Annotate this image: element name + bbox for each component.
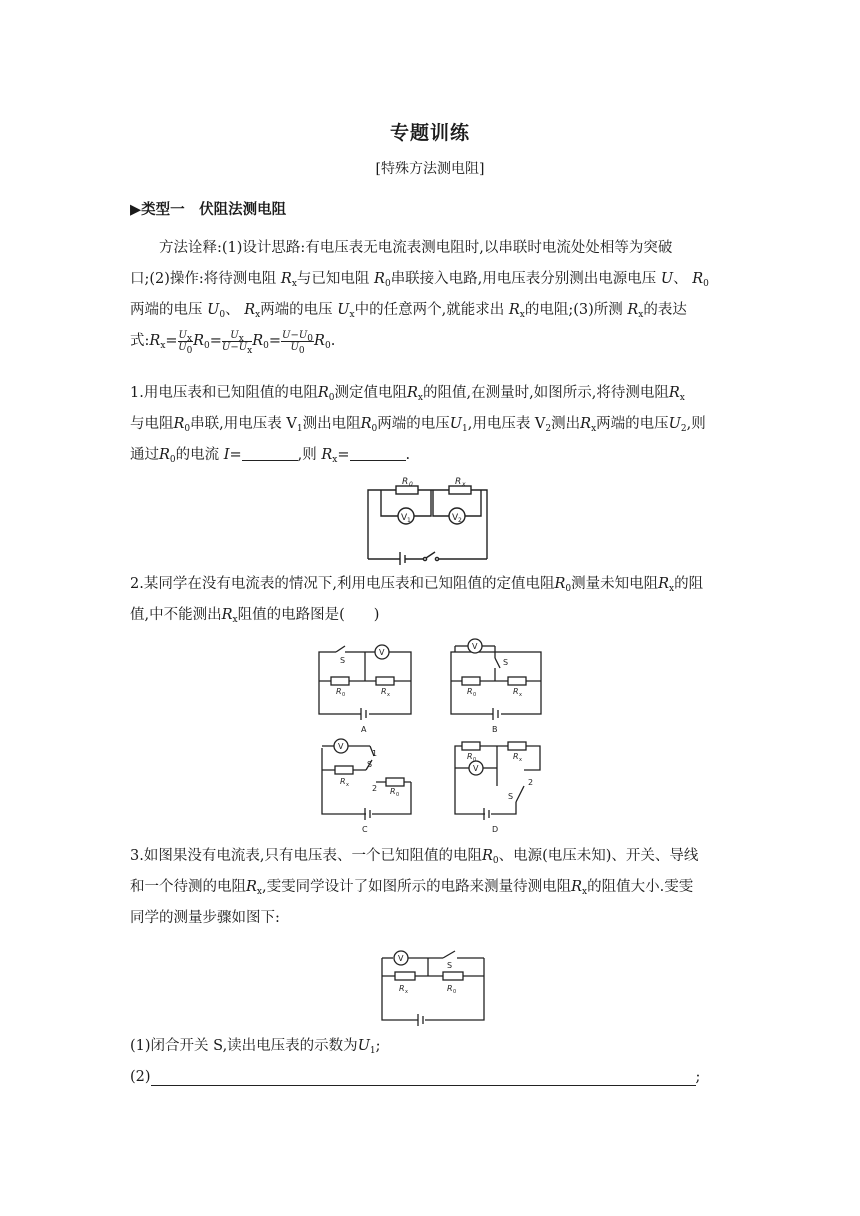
- q1-text: =: [337, 447, 350, 463]
- method-text: 两端的电压: [260, 302, 333, 318]
- sym-sub: 0: [384, 279, 391, 289]
- q1-circuit-diagram: [360, 475, 495, 565]
- q1-text: 的电流: [175, 447, 220, 463]
- sym: U: [668, 416, 681, 432]
- voltmeter-a-icon: V: [379, 648, 385, 657]
- label-rx-q3: R: [399, 984, 405, 993]
- label-rx-d-sub: x: [519, 757, 522, 763]
- voltmeter-v2-icon: V: [452, 513, 459, 523]
- sym: U: [357, 1038, 370, 1054]
- label-rx-a: R: [381, 687, 387, 696]
- sym: 、: [673, 271, 688, 287]
- sym: U: [238, 341, 248, 353]
- label-rx: R: [455, 477, 462, 487]
- q1-text: 的阻值,在测量时,如图所示,将待测电阻: [423, 385, 669, 401]
- label-r0: R: [402, 477, 409, 487]
- q3-text: ,雯雯同学设计了如图所示的电路来测量待测电阻: [262, 879, 572, 895]
- sym: R: [580, 416, 592, 432]
- option-label-b: B: [492, 725, 498, 734]
- label-r0-sub: 0: [409, 481, 413, 488]
- option-label-a: A: [361, 725, 367, 734]
- q3-text: 、电源(电压未知)、开关、导线: [498, 848, 699, 864]
- sym-sub: x: [679, 393, 685, 403]
- q1-text: 测定值电阻: [334, 385, 407, 401]
- voltmeter-v1-sub: 1: [407, 517, 411, 524]
- q2-text: 2.某同学在没有电流表的情况下,利用电压表和已知阻值的定值电阻: [130, 576, 555, 592]
- q2-text: 值,中不能测出: [130, 607, 222, 623]
- q1-text: ,则: [686, 416, 706, 432]
- sym-sub: x: [232, 615, 238, 625]
- sym: R: [244, 302, 256, 318]
- q1-text: 测出电阻: [302, 416, 361, 432]
- label-rx-a-sub: x: [387, 692, 390, 698]
- voltmeter-b-icon: V: [472, 642, 478, 651]
- sym: U: [298, 329, 308, 341]
- option-label-c: C: [362, 825, 368, 834]
- q1-current-label: I=: [223, 447, 242, 463]
- sym-sub: x: [417, 393, 423, 403]
- q3-steps: (1)闭合开关 S,读出电压表的示数为$U_1$; (2) ;: [130, 1031, 730, 1093]
- sym-sub: x: [349, 310, 355, 320]
- fraction-1: [178, 329, 194, 356]
- sym: R: [317, 385, 329, 401]
- label-r0-a-sub: 0: [342, 692, 346, 698]
- sym-sub: 0: [219, 310, 226, 320]
- formula-line: 式$:R_x=$ $\frac{U_x}{U_0}$ $R_0=$ $\frac{U_x}{U-U_x}$ $R_0=$ $\frac{U-U_0}{U_0}$ $R_0$.: [130, 329, 336, 356]
- q1-resistance-blank[interactable]: [350, 446, 406, 461]
- label-r0-q3: R: [447, 984, 453, 993]
- question-1: [130, 378, 730, 471]
- label-s-c: S: [367, 760, 373, 769]
- sym: U: [221, 341, 231, 353]
- voltmeter-d-icon: V: [473, 764, 479, 773]
- sym: R: [571, 879, 583, 895]
- label-s-d: S: [508, 792, 514, 801]
- sym: R: [193, 333, 204, 349]
- sym-sub: 0: [565, 584, 572, 594]
- sym-sub: x: [238, 333, 244, 344]
- sym: R: [314, 333, 325, 349]
- question-2: [130, 569, 730, 631]
- label-rx-d: R: [513, 752, 519, 761]
- voltmeter-q3-icon: V: [398, 954, 404, 963]
- method-text: 两端的电压: [130, 302, 203, 318]
- sym-sub: 0: [203, 341, 210, 351]
- sym-sub: 0: [324, 341, 331, 351]
- label-r0-b: R: [467, 687, 473, 696]
- sym: U: [660, 271, 674, 287]
- sym: R: [221, 607, 233, 623]
- sym-sub: x: [291, 279, 297, 289]
- sym: R: [149, 333, 161, 349]
- q3-text: 3.如图果没有电流表,只有电压表、一个已知阻值的电阻: [130, 848, 482, 864]
- sym-sub: 1: [369, 1046, 376, 1056]
- method-text: 、: [225, 302, 240, 318]
- q1-text: 串联,用电压表 V: [190, 416, 297, 432]
- q1-text: 1.用电压表和已知阻值的电阻: [130, 385, 318, 401]
- method-text: 与已知电阻: [296, 271, 370, 287]
- voltmeter-c-icon: V: [338, 742, 344, 751]
- q1-current-blank[interactable]: [242, 446, 298, 461]
- q1-text: 通过: [130, 447, 159, 463]
- sym: R: [246, 879, 257, 895]
- sym: R: [280, 271, 292, 287]
- sym: U: [337, 302, 350, 318]
- q2-circuit-options: [310, 636, 560, 836]
- method-text: 式:: [130, 333, 150, 349]
- q2-text: 的阻: [674, 576, 704, 592]
- sym-sub: 1: [461, 424, 468, 434]
- label-1-c: 1: [372, 749, 378, 758]
- method-text: 的表达: [643, 302, 687, 318]
- q3-text: 和一个待测的电阻: [130, 879, 246, 895]
- q1-text: ,用电压表 V: [467, 416, 546, 432]
- q3-text: 同学的测量步骤如图下:: [130, 910, 280, 926]
- method-paragraph: [130, 233, 730, 357]
- sym-sub: x: [255, 310, 261, 320]
- method-text: 中的任意两个,就能求出: [354, 302, 505, 318]
- method-line-1: 方法诠释:(1)设计思路:有电压表无电流表测电阻时,以串联时电流处处相等为突破: [159, 240, 673, 256]
- sym: R: [554, 576, 566, 592]
- sym-sub: 0: [492, 856, 499, 866]
- label-rx-b: R: [513, 687, 519, 696]
- q2-text: 阻值的电路图是( ): [237, 607, 380, 623]
- label-r0-b-sub: 0: [473, 692, 477, 698]
- method-text: 串联接入电路,用电压表分别测出电源电压: [390, 271, 657, 287]
- sym: R: [668, 385, 680, 401]
- sym: R: [627, 302, 639, 318]
- sym: R: [173, 416, 185, 432]
- sym-sub: x: [591, 424, 597, 434]
- sym-sub: x: [186, 333, 193, 344]
- q1-text: .: [405, 447, 411, 463]
- sym: U: [230, 329, 239, 341]
- label-r0-c-sub: 0: [396, 792, 400, 798]
- q1-text: 两端的电压: [377, 416, 450, 432]
- sym: U: [282, 329, 291, 341]
- page-title: 专题训练: [389, 122, 470, 144]
- q1-text: ,则: [297, 447, 317, 463]
- sym-sub: 0: [184, 424, 191, 434]
- fraction-2: $\frac{U_x}{U-U_x}$: [221, 329, 253, 356]
- option-label-d: D: [492, 825, 499, 834]
- label-rx-b-sub: x: [519, 692, 522, 698]
- q3-circuit-diagram: [375, 938, 490, 1028]
- sym: U: [290, 341, 299, 353]
- label-r0-a: R: [336, 687, 342, 696]
- label-s-a: S: [340, 656, 346, 665]
- method-text: 的电阻;(3)所测: [524, 302, 623, 318]
- sym-sub: x: [247, 345, 253, 356]
- label-rx-sub: x: [462, 481, 466, 488]
- sym: R: [374, 271, 385, 287]
- sym-sub: x: [582, 887, 588, 897]
- q3-text: 的阻值大小.雯雯: [587, 879, 694, 895]
- sym: R: [252, 333, 264, 349]
- label-r0-d-sub: 0: [473, 757, 477, 763]
- label-2-c: 2: [372, 784, 378, 793]
- label-rx-c: R: [340, 777, 346, 786]
- q3-step1: (1)闭合开关 S,读出电压表的示数为: [130, 1038, 358, 1054]
- q2-text: 测量未知电阻: [571, 576, 659, 592]
- sym-sub: 0: [307, 333, 314, 344]
- q1-text: 两端的电压: [596, 416, 669, 432]
- sym-sub: x: [519, 310, 525, 320]
- q3-step2-label: (2): [130, 1069, 151, 1085]
- sym: R: [321, 447, 333, 463]
- sym-sub: 0: [263, 341, 269, 351]
- voltmeter-v2-sub: 2: [458, 517, 462, 524]
- sym: R: [658, 576, 670, 592]
- q3-step2-end: ;: [695, 1069, 701, 1085]
- sym: R: [407, 385, 418, 401]
- label-s-b: S: [503, 658, 509, 667]
- label-r0-d: R: [467, 752, 473, 761]
- sym-sub: 0: [186, 345, 193, 356]
- sym: R: [360, 416, 372, 432]
- sym-sub: 0: [169, 455, 176, 465]
- sym-sub: 0: [371, 424, 378, 434]
- q3-step2-blank[interactable]: [151, 1069, 696, 1086]
- sym-sub: 0: [328, 393, 335, 403]
- label-r0-q3-sub: 0: [453, 989, 457, 995]
- label-rx-q3-sub: x: [405, 989, 408, 995]
- label-s-q3: S: [447, 961, 453, 970]
- sym-sub: 1: [296, 424, 303, 434]
- sym-sub: 0: [703, 279, 709, 289]
- q1-text: 与电阻: [130, 416, 174, 432]
- sym: R: [508, 302, 520, 318]
- sym: U: [178, 329, 187, 341]
- sym-sub: 0: [298, 345, 305, 356]
- sym-sub: x: [332, 455, 338, 465]
- sym-sub: x: [669, 584, 675, 594]
- q1-text: 测出: [551, 416, 581, 432]
- label-r0-c: R: [390, 787, 396, 796]
- sym: R: [692, 271, 704, 287]
- sym: R: [159, 447, 170, 463]
- sym-sub: 2: [545, 424, 552, 434]
- sym: R: [481, 848, 493, 864]
- sym: U: [449, 416, 462, 432]
- section-heading-type1: ▶类型一 伏阻法测电阻: [130, 202, 287, 218]
- question-3: [130, 841, 730, 934]
- label-2-d: 2: [528, 778, 534, 787]
- sym-sub: 2: [680, 424, 687, 434]
- page-subtitle: [特殊方法测电阻]: [375, 161, 485, 177]
- sym-sub: x: [160, 341, 166, 351]
- label-rx-c-sub: x: [346, 782, 349, 788]
- sym-sub: x: [256, 887, 262, 897]
- voltmeter-v1-icon: V: [401, 513, 408, 523]
- method-text: 口;(2)操作:将待测电阻: [130, 271, 277, 287]
- fraction-3: $\frac{U-U_0}{U_0}$: [282, 329, 314, 356]
- sym-sub: x: [638, 310, 644, 320]
- sym: U: [178, 341, 187, 353]
- sym: U: [207, 302, 220, 318]
